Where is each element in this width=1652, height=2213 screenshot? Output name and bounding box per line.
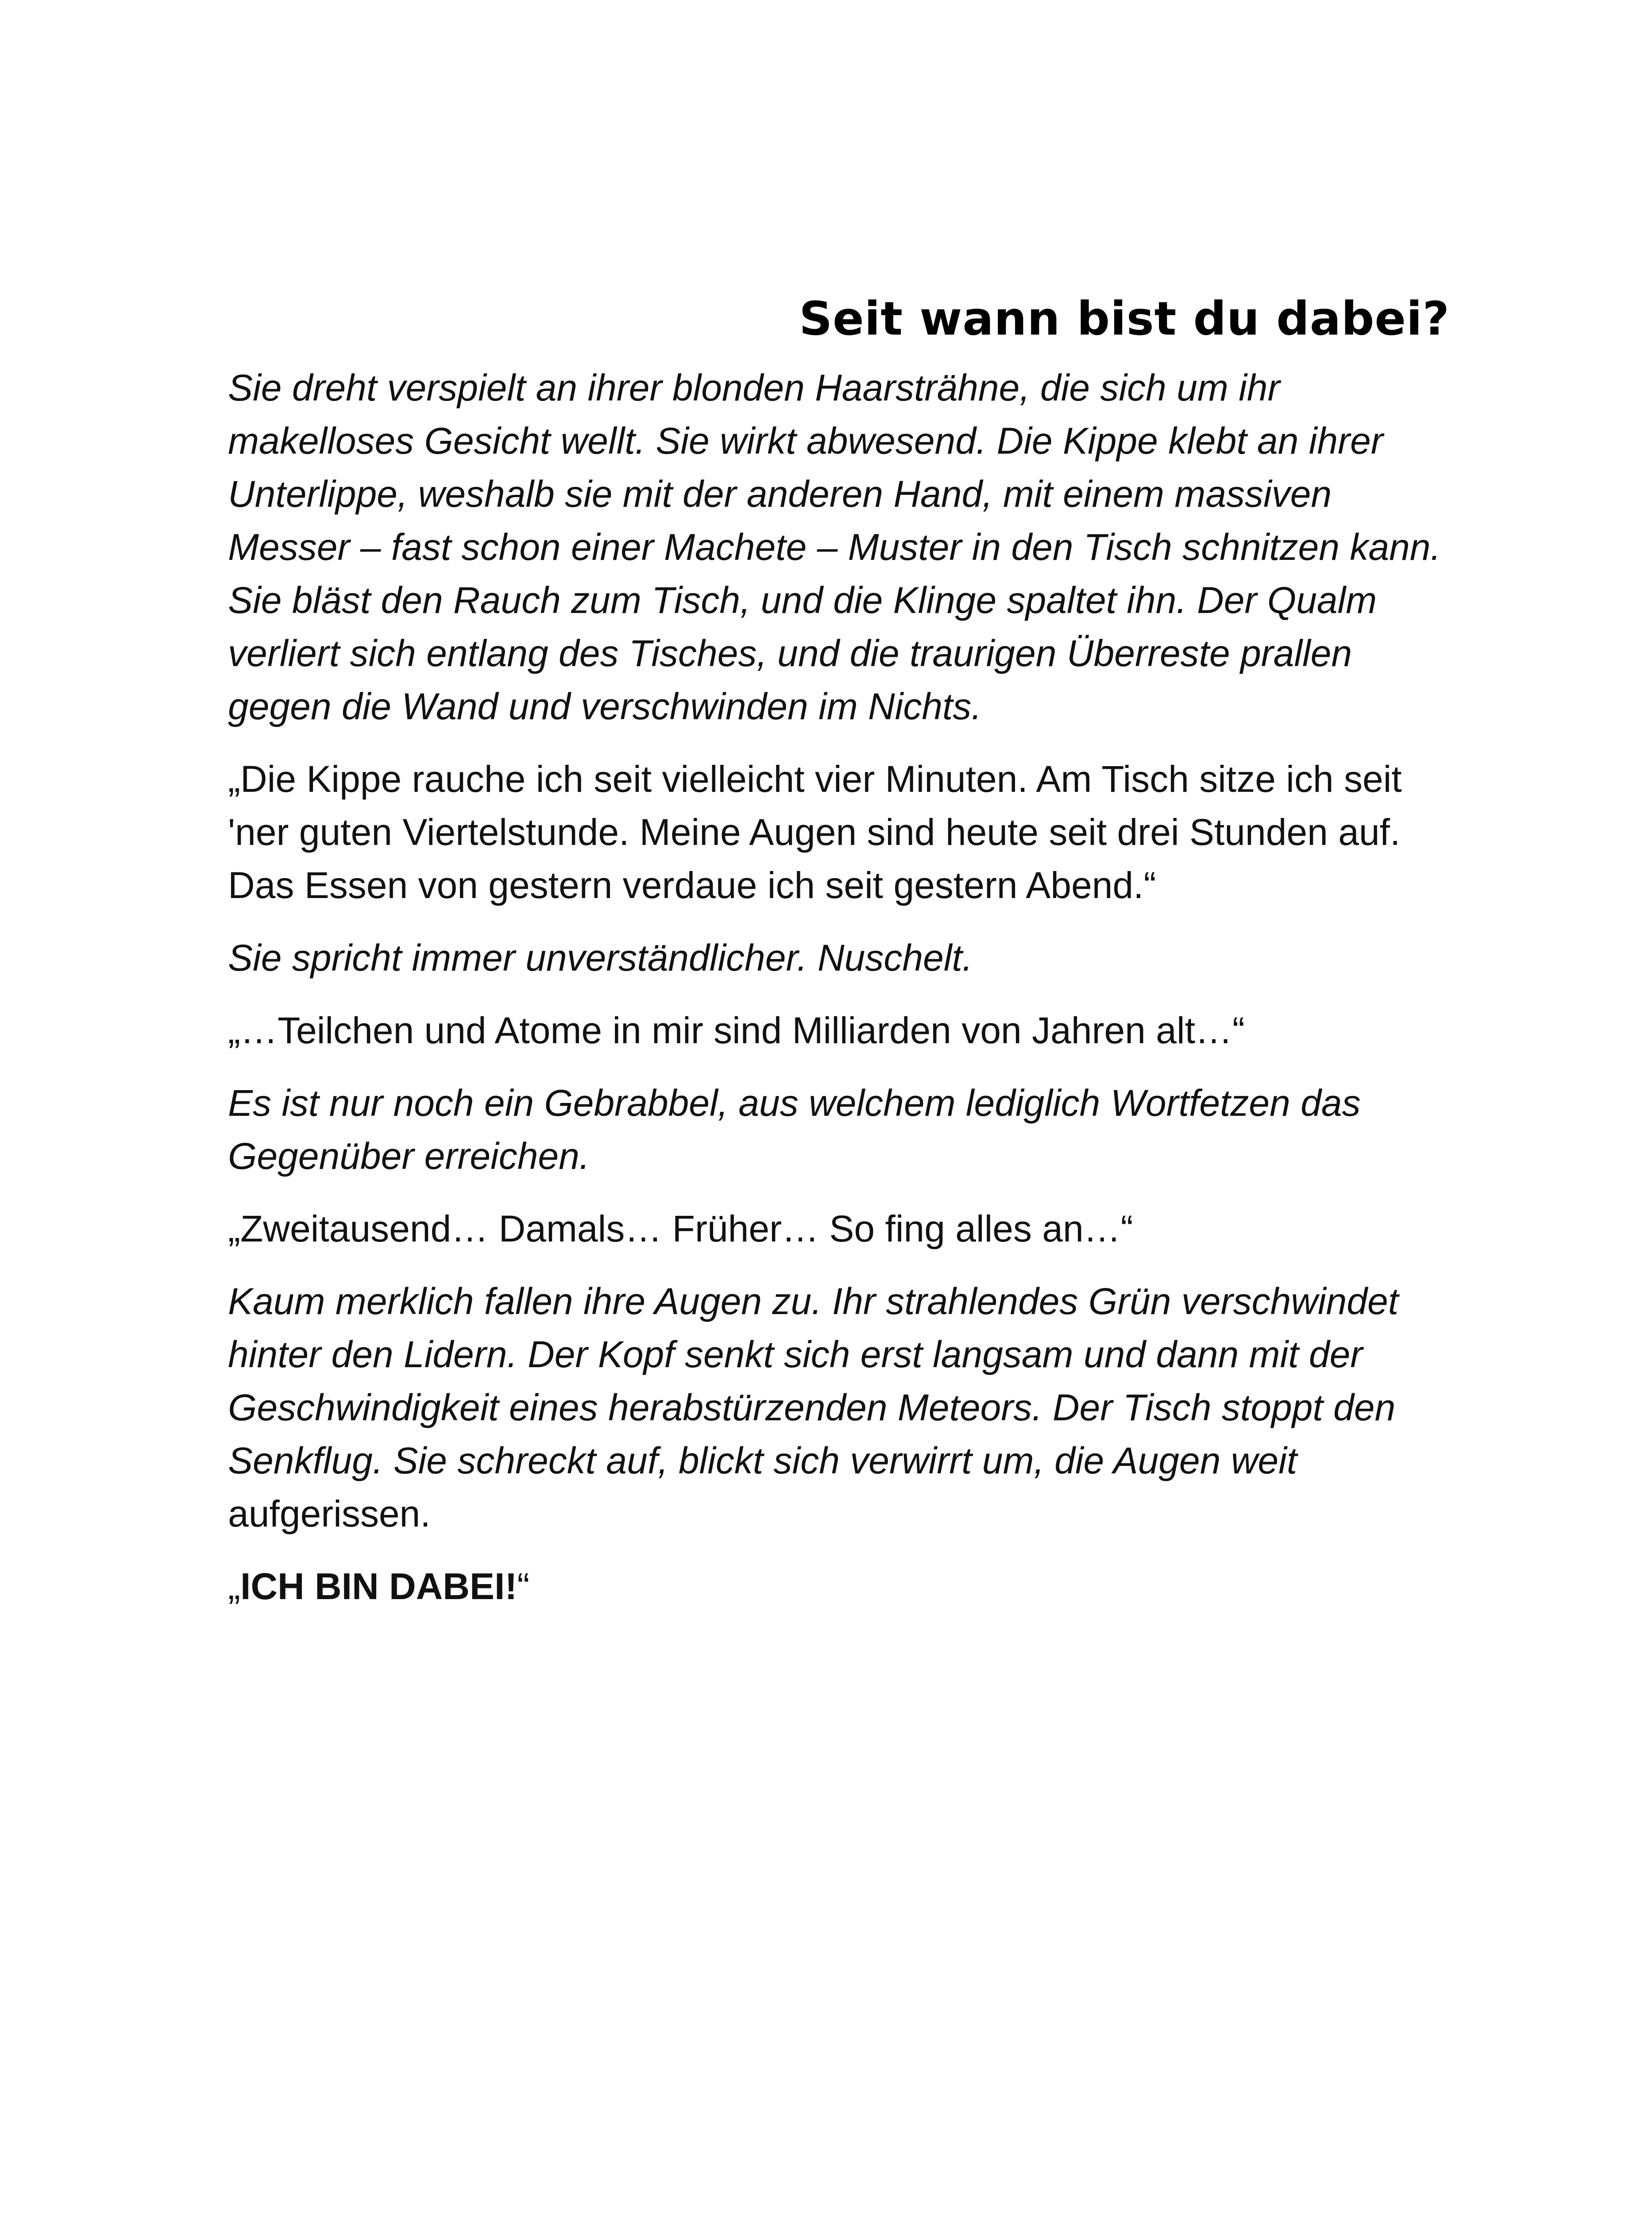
final-close-quote: “: [517, 1565, 530, 1607]
narration-paragraph-4-italic: Kaum merklich fallen ihre Augen zu. Ihr strahlendes Grün verschwindet hinter den Lidern. Der Kopf senkt sich erst langsam und dann mit der Geschwindigkeit eines herabstürzenden Meteors. Der Tisch stoppt den Senkflug. Sie schreckt auf, blickt sich verwirrt um, die Augen weit: [228, 1280, 1399, 1481]
dialogue-paragraph-2: „…Teilchen und Atome in mir sind Milliarden von Jahren alt…“: [228, 1010, 1245, 1051]
dialogue-paragraph-1: „Die Kippe rauche ich seit vielleicht vier Minuten. Am Tisch sitze ich seit 'ner guten Viertelstunde. Meine Augen sind heute seit drei Stunden auf. Das Essen von gestern verdaue ich seit gestern Abend.“: [228, 758, 1402, 906]
narration-paragraph-4: [228, 1275, 1450, 1540]
narration-paragraph-4-upright: aufgerissen.: [228, 1493, 431, 1534]
document-page: [228, 283, 1450, 1632]
narration-paragraph-1: Sie dreht verspielt an ihrer blonden Haarsträhne, die sich um ihr makelloses Gesicht wellt. Sie wirkt abwesend. Die Kippe klebt an ihrer Unterlippe, weshalb sie mit der anderen Hand, mit einem massiven Messer – fast schon einer Machete – Muster in den Tisch schnitzen kann. Sie bläst den Rauch zum Tisch, und die Klinge spaltet ihn. Der Qualm verliert sich entlang des Tisches, und die traurigen Überreste prallen gegen die Wand und verschwinden im Nichts.: [228, 367, 1441, 727]
narration-paragraph-3: Es ist nur noch ein Gebrabbel, aus welchem lediglich Wortfetzen das Gegenüber erreichen.: [228, 1082, 1361, 1177]
dialogue-paragraph-3: „Zweitausend… Damals… Früher… So fing alles an…“: [228, 1208, 1133, 1249]
dialogue-paragraph-final: [228, 1560, 1450, 1613]
final-exclamation: ICH BIN DABEI!: [240, 1565, 517, 1607]
final-open-quote: „: [228, 1565, 240, 1607]
page-title: Seit wann bist du dabei?: [799, 292, 1450, 346]
narration-paragraph-2: Sie spricht immer unverständlicher. Nuschelt.: [228, 937, 973, 979]
